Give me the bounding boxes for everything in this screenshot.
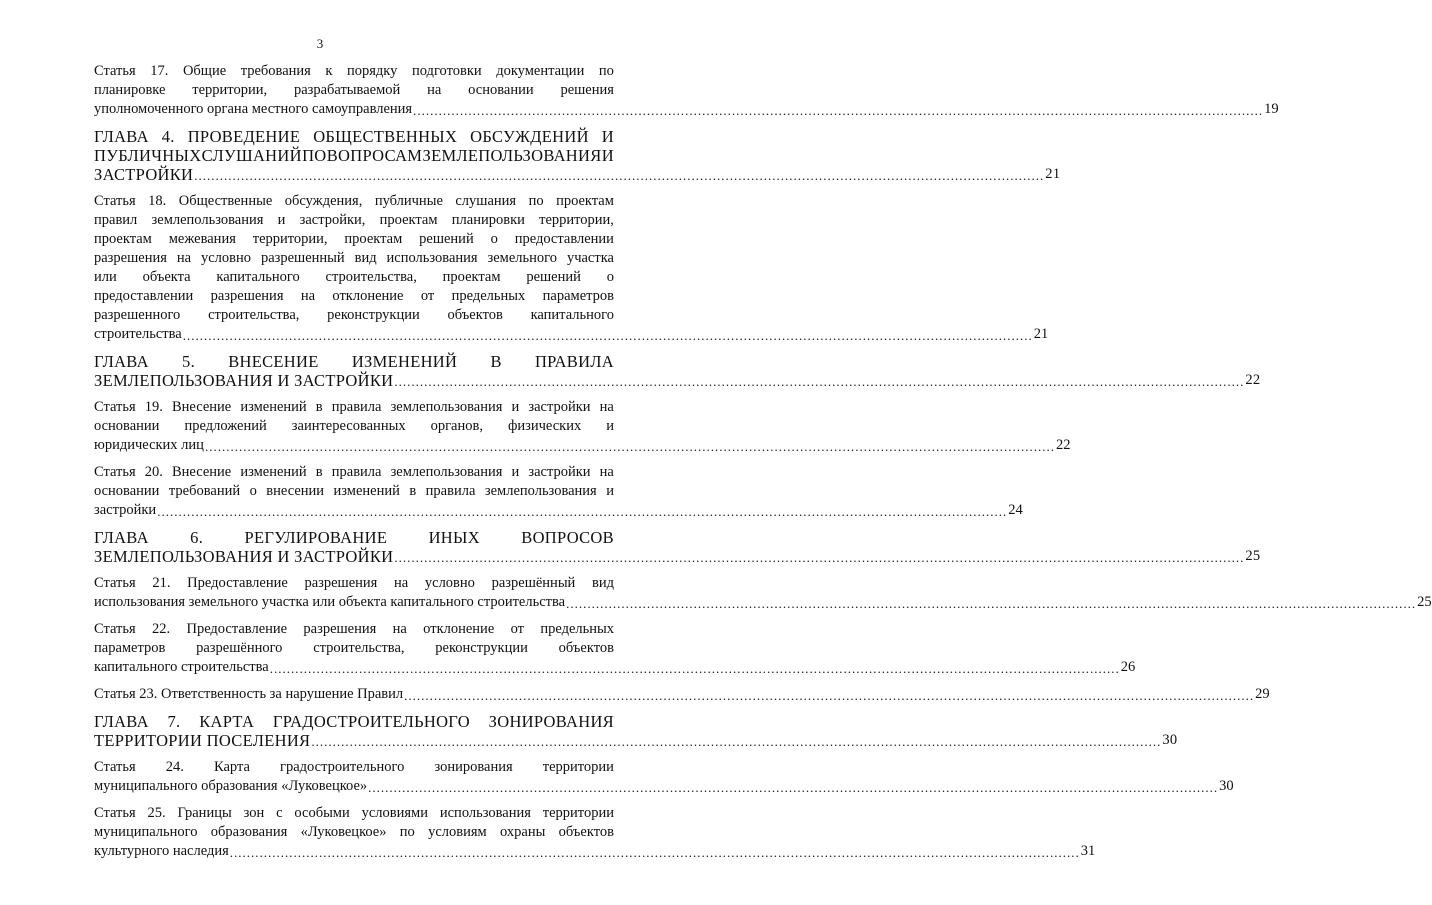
toc-entry-line: ПУБЛИЧНЫХ СЛУШАНИЙ ПО ВОПРОСАМ ЗЕМЛЕПОЛЬЗОВАНИЯ И [94,146,614,165]
toc-entry-line: Статья 19. Внесение изменений в правила землепользования и застройки на [94,399,614,415]
toc-entry-line: проектам межевания территории, проектам решений о предоставлении [94,231,614,247]
toc-entry-text: ЗАСТРОЙКИ [94,165,194,184]
dot-leader: ........................................................................................................................................................................................................ [194,168,1045,183]
toc-entry-line: Статья 22. Предоставление разрешения на отклонение от предельных [94,621,614,637]
toc-leader-line [94,371,1261,390]
toc-entry-line: разрешения на условно разрешенный вид использования земельного участка [94,250,614,266]
toc-page-number: 22 [1245,372,1261,388]
toc-entry-line: ГЛАВА 5. ВНЕСЕНИЕ ИЗМЕНЕНИЙ В ПРАВИЛА [94,352,614,371]
toc-entry-line: муниципального образования «Луковецкое» по условиям охраны объектов [94,824,614,840]
toc-entry-text: использования земельного участка или объекта капитального строительства [94,594,566,610]
toc-entry-text: строительства [94,326,182,342]
dot-leader: ........................................................................................................................................................................................................ [394,374,1245,389]
dot-leader: ........................................................................................................................................................................................................ [394,550,1245,565]
toc-leader-line [94,842,1096,861]
dot-leader: ........................................................................................................................................................................................................ [204,439,1055,454]
toc-chapter-entry[interactable] [94,712,1178,750]
dot-leader: ........................................................................................................................................................................................................ [413,103,1264,118]
toc-entry-text: уполномоченного органа местного самоуправления [94,101,413,117]
toc-article-entry[interactable] [94,463,1023,520]
toc-entry-text: ЗЕМЛЕПОЛЬЗОВАНИЯ И ЗАСТРОЙКИ [94,547,394,566]
toc-page-number: 30 [1219,778,1234,794]
toc-page-number: 24 [1008,502,1023,518]
toc-leader-line [94,547,1261,566]
toc-entry-line: основании предложений заинтересованных органов, физических и [94,418,614,434]
toc-entry-text: капитального строительства [94,659,269,675]
toc-entry-line: ГЛАВА 4. ПРОВЕДЕНИЕ ОБЩЕСТВЕННЫХ ОБСУЖДЕНИЙ И [94,127,614,146]
toc-entry-line: Статья 24. Карта градостроительного зонирования территории [94,759,614,775]
toc-leader-line [94,731,1178,750]
toc-article-entry[interactable] [94,62,1279,119]
toc-article-entry[interactable] [94,804,1096,861]
toc-chapter-entry[interactable] [94,528,1261,566]
toc-leader-line [94,436,1071,455]
toc-page-number: 22 [1055,437,1071,453]
toc-entry-text: ТЕРРИТОРИИ ПОСЕЛЕНИЯ [94,731,311,750]
toc-entry-line: Статья 20. Внесение изменений в правила землепользования и застройки на [94,464,614,480]
toc-entry-line: Статья 21. Предоставление разрешения на условно разрешённый вид [94,575,614,591]
toc-entry-line: ГЛАВА 6. РЕГУЛИРОВАНИЕ ИНЫХ ВОПРОСОВ [94,528,614,547]
toc-page-number: 25 [1417,594,1432,610]
page-number: 3 [316,36,324,51]
dot-leader: ........................................................................................................................................................................................................ [368,780,1219,795]
toc-entry-line: Статья 17. Общие требования к порядку подготовки документации по [94,63,614,79]
toc-entry-line: основании требований о внесении изменений в правила землепользования и [94,483,614,499]
toc-entry-line: или объекта капитального строительства, проектам решений о [94,269,614,285]
toc-entry-line: разрешенного строительства, реконструкции объектов капитального [94,307,614,323]
toc-entry-text: культурного наследия [94,843,229,859]
toc-article-entry[interactable] [94,685,1270,704]
toc-chapter-entry[interactable] [94,352,1261,390]
toc-leader-line [94,165,1061,184]
toc-entry-text: Статья 23. Ответственность за нарушение Правил [94,686,404,702]
toc-leader-line [94,593,1432,612]
toc-page-number: 31 [1080,843,1096,859]
toc-entry-line: Статья 25. Границы зон с особыми условиями использования территории [94,805,614,821]
toc-leader-line [94,777,1234,796]
dot-leader: ........................................................................................................................................................................................................ [157,504,1008,519]
dot-leader: ........................................................................................................................................................................................................ [311,734,1162,749]
toc-leader-line [94,100,1279,119]
table-of-contents [94,62,1432,869]
toc-entry-text: ЗЕМЛЕПОЛЬЗОВАНИЯ И ЗАСТРОЙКИ [94,371,394,390]
toc-page-number: 30 [1162,732,1178,748]
toc-leader-line [94,501,1023,520]
toc-entry-text: муниципального образования «Луковецкое» [94,778,368,794]
toc-entry-line: ГЛАВА 7. КАРТА ГРАДОСТРОИТЕЛЬНОГО ЗОНИРОВАНИЯ [94,712,614,731]
toc-page-number: 19 [1264,101,1279,117]
toc-entry-line: предоставлении разрешения на отклонение от предельных параметров [94,288,614,304]
dot-leader: ........................................................................................................................................................................................................ [269,661,1120,676]
toc-chapter-entry[interactable] [94,127,1061,184]
toc-entry-text: юридических лиц [94,437,204,453]
dot-leader: ........................................................................................................................................................................................................ [566,596,1417,611]
toc-article-entry[interactable] [94,398,1071,455]
toc-article-entry[interactable] [94,574,1432,612]
toc-page-number: 25 [1245,548,1261,564]
toc-article-entry[interactable] [94,620,1136,677]
toc-article-entry[interactable] [94,192,1049,344]
toc-entry-line: планировке территории, разрабатываемой на основании решения [94,82,614,98]
dot-leader: ........................................................................................................................................................................................................ [404,688,1255,703]
toc-entry-line: Статья 18. Общественные обсуждения, публичные слушания по проектам [94,193,614,209]
toc-leader-line [94,658,1136,677]
toc-page-number: 21 [1033,326,1049,342]
toc-leader-line [94,685,1270,704]
toc-entry-text: застройки [94,502,157,518]
toc-article-entry[interactable] [94,758,1234,796]
toc-entry-line: параметров разрешённого строительства, реконструкции объектов [94,640,614,656]
toc-entry-line: правил землепользования и застройки, проектам планировки территории, [94,212,614,228]
toc-page-number: 21 [1045,166,1061,182]
toc-page-number: 26 [1120,659,1136,675]
toc-leader-line [94,325,1049,344]
dot-leader: ........................................................................................................................................................................................................ [182,328,1033,343]
toc-page-number: 29 [1255,686,1270,702]
dot-leader: ........................................................................................................................................................................................................ [229,845,1080,860]
